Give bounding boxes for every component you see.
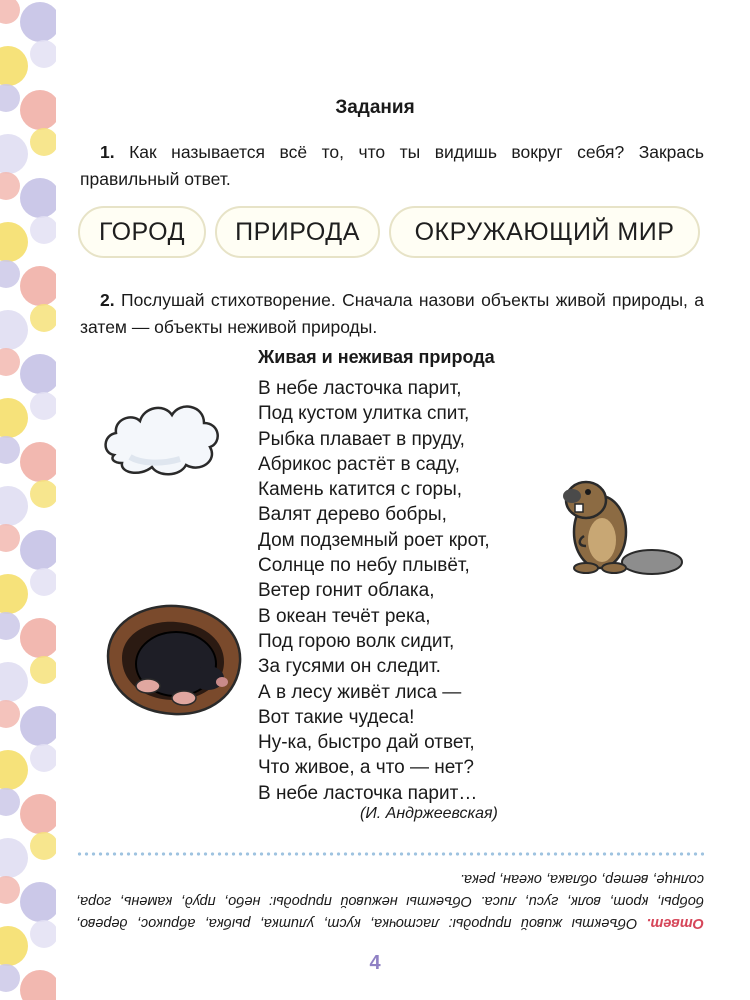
poem-line: Валят дерево бобры, <box>258 504 447 526</box>
option-city[interactable]: ГОРОД <box>78 206 206 258</box>
poem-line: Что живое, а что — нет? <box>258 757 474 779</box>
poem-line: Дом подземный роет крот, <box>258 529 490 551</box>
poem-line: Рыбка плавает в пруду, <box>258 428 465 450</box>
poem-line: За гусями он следит. <box>258 656 441 678</box>
answer-block <box>76 868 704 934</box>
tasks-heading: Задания <box>335 97 415 118</box>
option-nature[interactable]: ПРИРОДА <box>215 206 380 258</box>
poem-line: Вот такие чудеса! <box>258 706 415 728</box>
task-2 <box>80 287 704 341</box>
mole-illustration <box>104 600 244 718</box>
poem-line: Камень катится с горы, <box>258 479 463 501</box>
answer-label: Ответ. <box>646 915 704 931</box>
beaver-illustration <box>548 470 686 580</box>
task-2-text: Послушай стихотворение. Сначала назови объекты живой природы, а затем — объекты неживой природы. <box>80 290 704 337</box>
poem-body <box>258 376 490 806</box>
task-1 <box>80 139 704 193</box>
poem-line: Солнце по небу плывёт, <box>258 555 470 577</box>
poem-line: Абрикос растёт в саду, <box>258 453 460 475</box>
answer-text: Объекты живой природы: ласточка, куст, улитка, рыбка, абрикос, дерево, бобры, крот, волк, гуси, лиса. Объекты неживой природы: небо, пруд, камень, гора, солнце, ветер, облака, океан, река. <box>76 871 704 931</box>
poem-title: Живая и неживая природа <box>258 347 495 367</box>
poem-line: Ну-ка, быстро дай ответ, <box>258 732 475 754</box>
page-number: 4 <box>369 952 381 974</box>
task-1-number: 1. <box>100 142 115 162</box>
task-2-number: 2. <box>100 290 115 310</box>
poem-line: Ветер гонит облака, <box>258 580 435 602</box>
poem-line: Под кустом улитка спит, <box>258 403 470 425</box>
poem-line: Под горою волк сидит, <box>258 630 455 652</box>
decorative-border <box>0 0 56 1000</box>
poem-line: В небе ласточка парит… <box>258 782 478 804</box>
option-surrounding-world[interactable]: ОКРУЖАЮЩИЙ МИР <box>389 206 700 258</box>
dotted-separator <box>76 852 704 856</box>
poem-line: В океан течёт река, <box>258 605 431 627</box>
task-1-text: Как называется всё то, что ты видишь вокруг себя? Закрась правильный ответ. <box>80 142 704 189</box>
cloud-illustration <box>100 393 224 479</box>
poem-author: (И. Андржеевская) <box>360 805 498 822</box>
poem-line: А в лесу живёт лиса — <box>258 681 462 703</box>
poem-line: В небе ласточка парит, <box>258 378 462 399</box>
